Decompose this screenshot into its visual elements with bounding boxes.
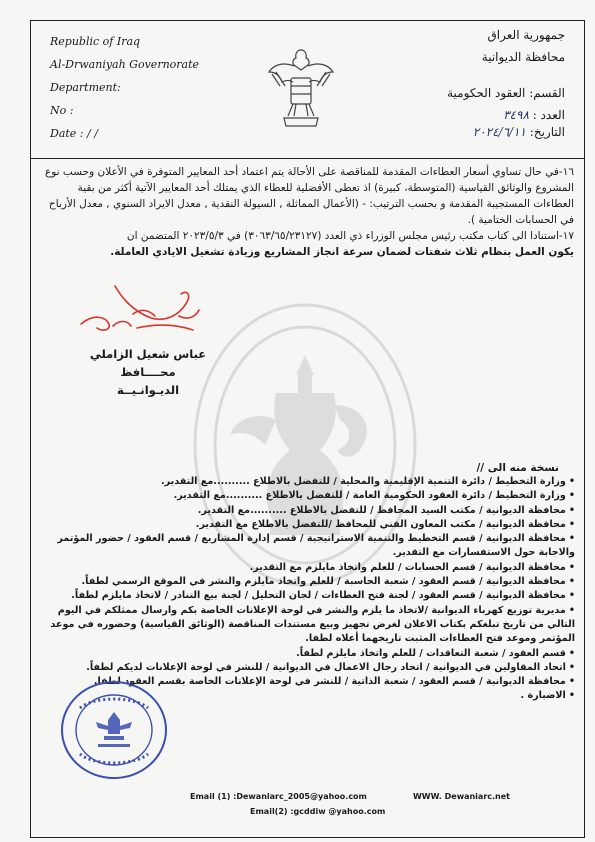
clause-16: ١٦-في حال تساوي أسعار العطاءات المقدمة للمناقصة على الأحالة يتم اعتماد أحد المعايير المتوفرة في الأعلان وحسب نوع المشروع والوثائق القياسية (المتوسطة، كبيرة) اذ تعطى الأفضلية للعطاء الذي يمتلك أحد المعايير الآتية أكثر من بقية العطاءات المستجيبة المقدمة و بحسب الترتيب: - (الأعمال المماثلة , السيولة النقدية , معدل الايراد السنوي , معدل الأرباح في الحسابات الختامية ). [44,166,574,226]
country-ar: جمهورية العراق [487,28,565,42]
list-item: •قسم العقود / شعبة التعاقدات / للعلم واتخاذ مايلزم لطفاً. [296,647,575,659]
date-label-ar: التاريخ: [529,125,565,139]
letterhead-english [50,30,240,145]
footer-email-1[interactable]: Email (1) :Dewaniarc_2005@yahoo.com [190,792,367,801]
list-item: •مديرية توزيع كهرباء الديوانية /لاتخاذ ما يلزم والنشر في لوحة الإعلانات الخاصة بكم وارسال ممثلكم في اليوم التالي من تاريخ تبلغكم بكتاب الاعلان لغرض تجهيز وبيع مستندات المناقصة (الوثائق القياسية) وحضوره في موعد المؤتمر وموعد فتح العطاءات المثبت تاريخهما أعلاه لطفا. [50,604,575,645]
footer-website[interactable]: WWW. Dewaniarc.net [412,792,510,801]
list-item: •محافظة الديوانية / قسم العقود / شعبة الحاسبة / للعلم واتخاذ مايلزم والنشر في الموقع الرسمي لطفاً. [81,576,575,588]
governor-signature-block [88,345,208,399]
footer-row-1 [190,792,510,801]
list-item: •محافظة الديوانية / قسم التخطيط والتنمية الاستراتيجية / قسم إدارة المشاريع / قسم العقود / حضور المؤتمر والاجابة حول الاستفسارات مع التقدير. [57,533,575,559]
handwritten-signature [75,280,205,340]
list-item: •محافظة الديوانية / مكتب المعاون الفني للمحافظ /للتفضل بالاطلاع مع التقدير. [195,518,575,530]
governorate-ar: محافظة الديوانية [481,50,565,64]
letterhead-arabic [355,24,565,138]
governor-title: محــــافظ الديـوانـيــة [116,365,180,397]
list-item: •محافظة الديوانية / قسم الحسابات / للعلم واتخاذ مايلزم مع التقدير. [249,561,575,573]
clause-17-b: يكون العمل بنظام ثلاث شفتات لضمان سرعة انجاز المشاريع وزيادة تشغيل الايادي العاملة. [110,246,574,258]
country-en: Republic of Iraq [50,35,141,48]
list-item: •محافظة الديوانية / قسم العقود / لجنة فتح العطاءات / لجان التحليل / لجنة بيع التنادر / لاتخاذ مايلزم لطفاً. [71,590,575,602]
cc-list [40,475,575,704]
list-item: •وزارة التخطيط / دائرة التنمية الإقليمية والمحلية / للتفضل بالاطلاع ..........مع التقدير. [161,476,575,487]
number-en: No : [50,104,74,117]
footer-email-2[interactable]: Email(2) :gcddiw @yahoo.com [250,807,386,816]
number-row [355,104,565,126]
date-value-ar: ٢٠٢٤/٦/١١ [472,125,526,139]
list-item: •محافظة الديوانية / قسم العقود / شعبة الذاتية / للنشر في لوحة الإعلانات الخاصة بقسم العقود لطفا. [93,676,575,688]
header-divider [30,158,585,159]
list-item: •محافظة الديوانية / مكتب السيد المحافظ / للتفضل بالاطلاع ..........مع التقدير. [197,504,575,516]
department-ar: القسم: العقود الحكومية [447,86,565,100]
official-stamp-icon [58,678,170,782]
eagle-emblem-icon [266,42,336,137]
list-item: •اتحاد المقاولين في الديوانية / اتحاد رجال الاعمال في الديوانية / للنشر في لوحة الإعلانات لديكم لطفاً. [86,661,575,673]
clause-17-a: ١٧-استنادا الى كتاب مكتب رئيس مجلس الوزراء ذي العدد (٣٠٦٣/٦٥/٢٣١٢٧) في ٢٠٢٣/٥/٣ المتضمن ان [126,230,574,242]
governor-name: عباس شعيل الزاملي [89,347,207,361]
number-value-ar: ٣٤٩٨ [503,108,529,122]
list-item: •الاضبارة . [520,690,575,702]
date-row [355,126,565,138]
governorate-en: Al-Drwaniyah Governorate [50,58,200,71]
list-item: •وزارة التخطيط / دائرة العقود الحكومية العامة / للتفضل بالاطلاع ..........مع التقدير. [173,490,575,502]
number-label-ar: العدد : [532,108,565,122]
cc-heading: نسخة منه الى // [476,462,559,474]
letter-body [44,164,574,260]
footer-row-2 [190,807,570,816]
footer-contacts [190,792,570,816]
department-en: Department: [50,81,121,94]
date-en: Date : / / [50,127,98,140]
